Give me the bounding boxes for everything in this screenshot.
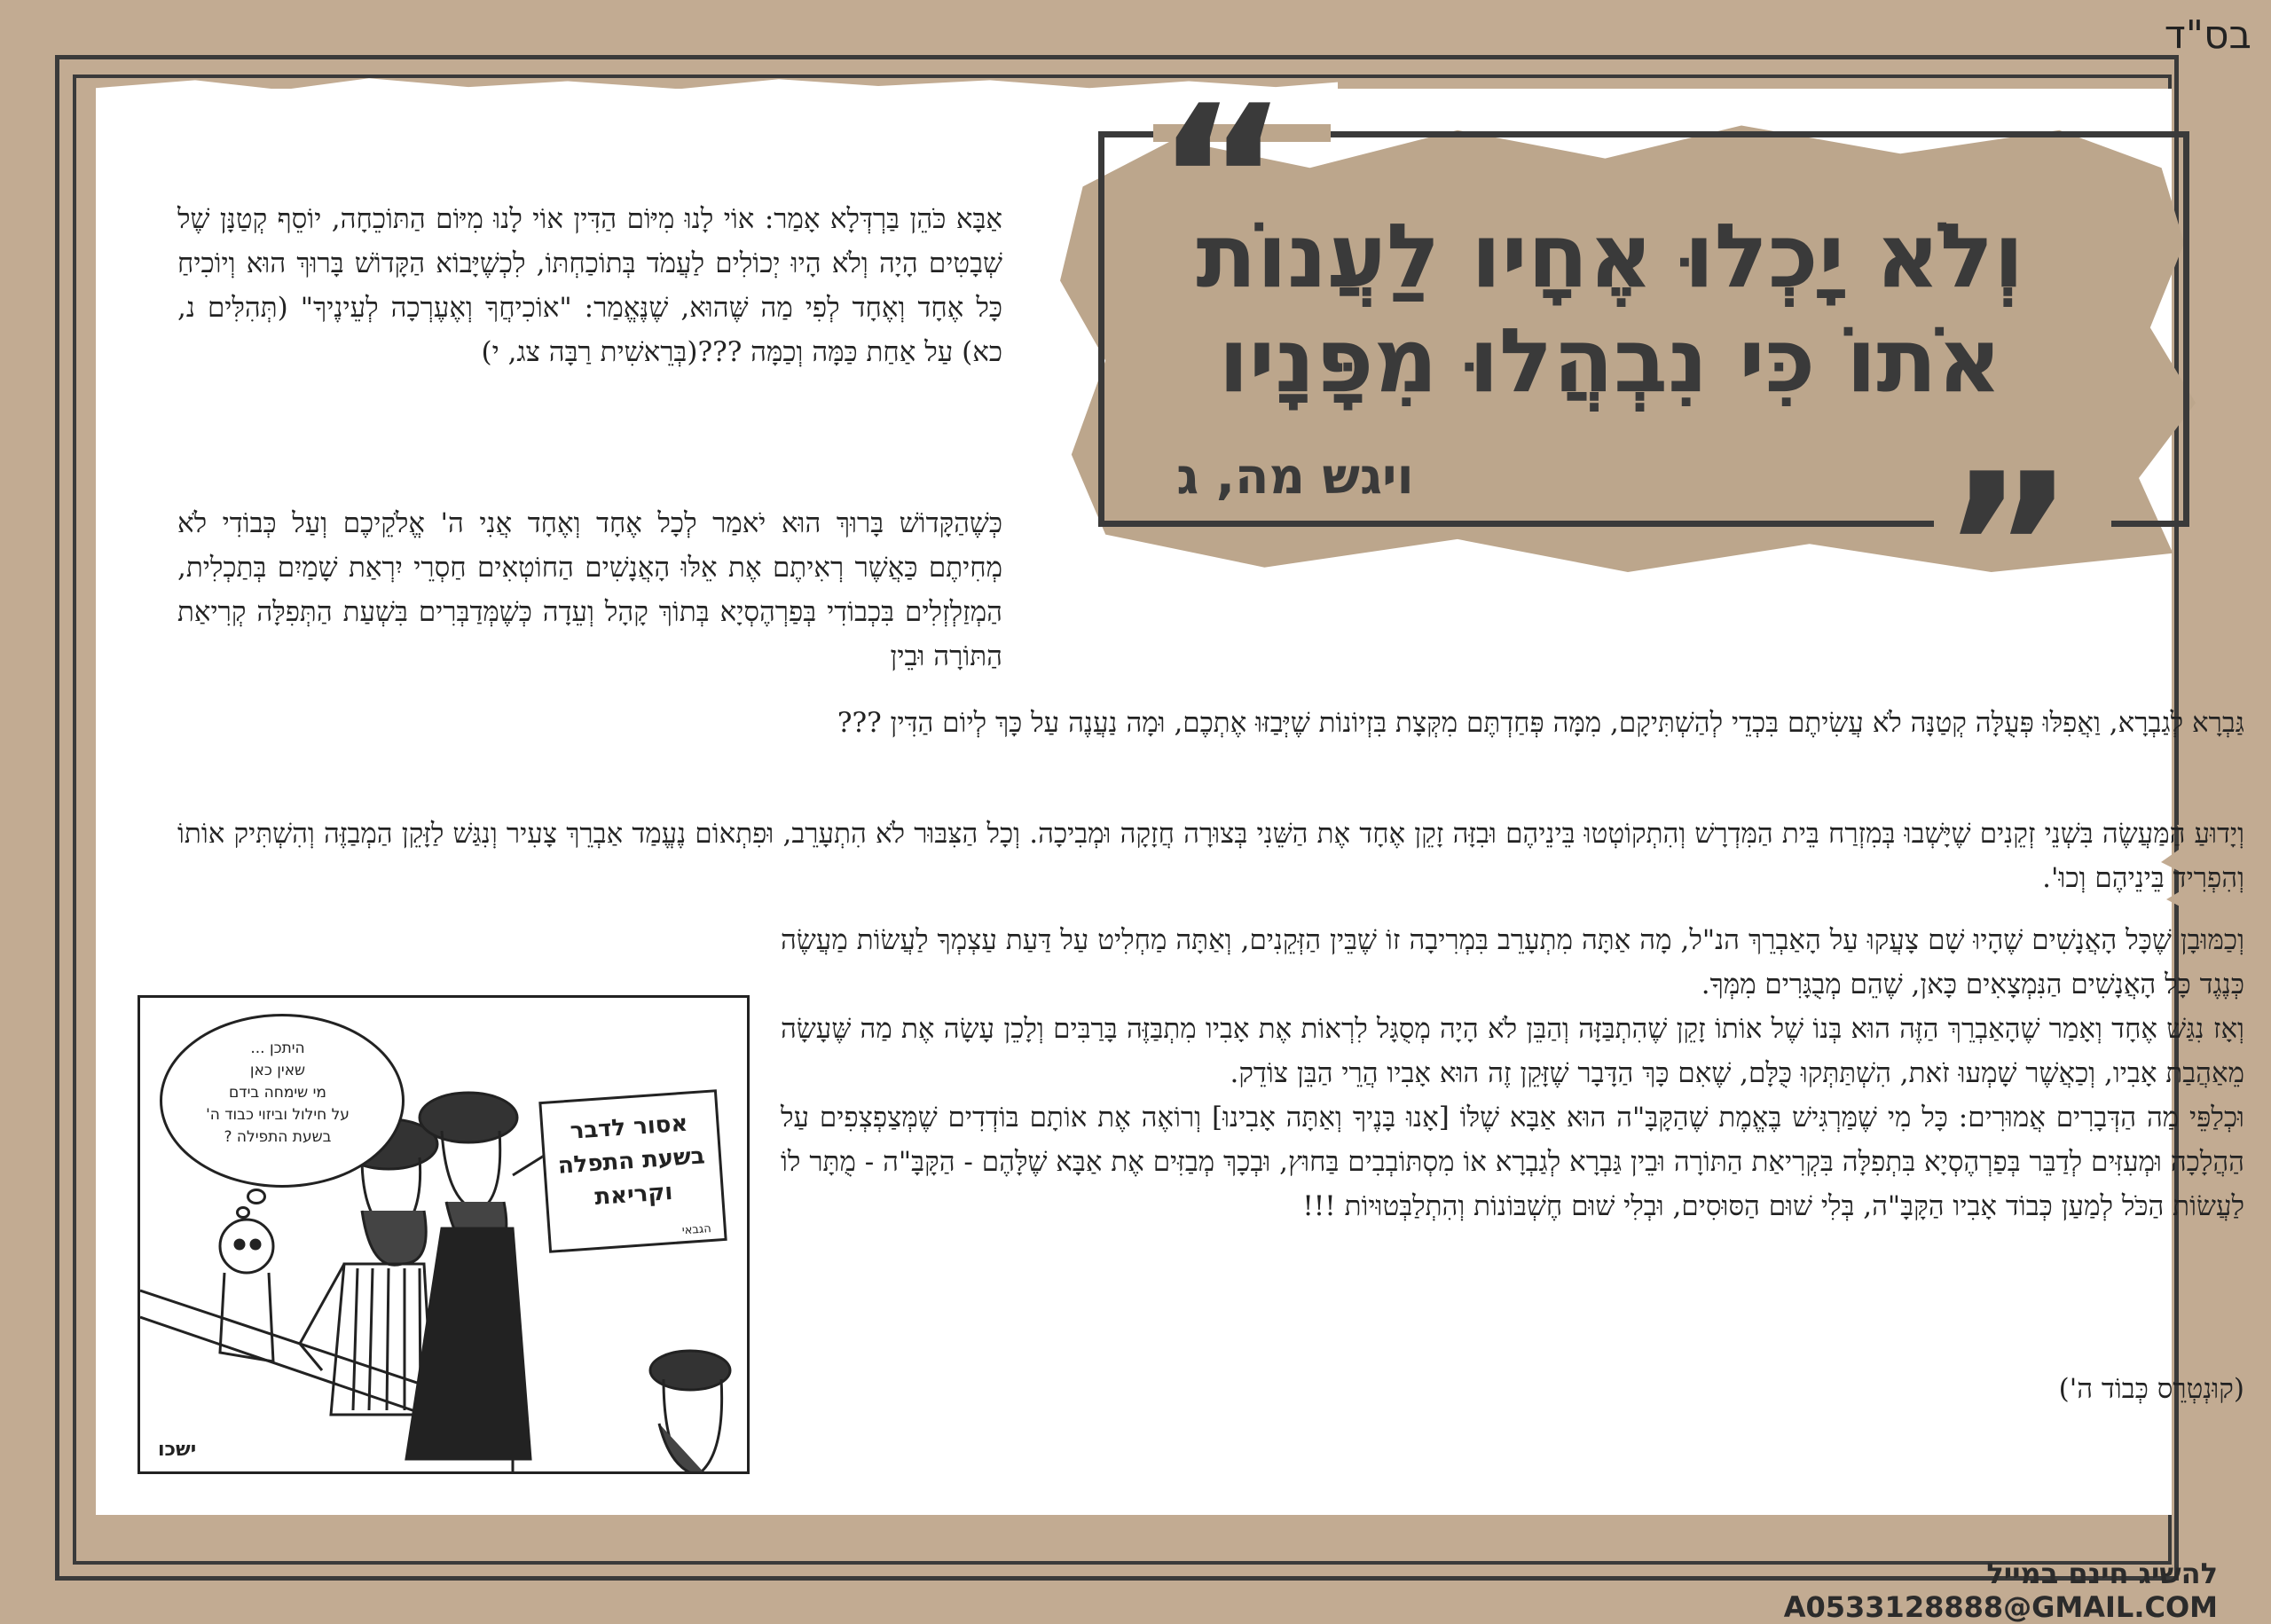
paragraph-6: וּכְלַפֵּי מַה הַדְּבָרִים אֲמוּרִים: כָּל מִי שֶׁמַּרְגִּישׁ בֶּאֱמֶת שֶׁהַקָּבָּ"ה הוּא אַבָּא שֶׁלּוֹ [אָנוּ בָּנֶיךָ וְאַתָּה אָבִינוּ] וְרוֹאֶה אֶת אוֹתָם בּוֹדְדִים שֶׁמְּצַפְצְפִים עַל הַהֲלָכָה וּמְעִזִּים לְדַבֵּר בְּפַרְהֶסְיָא בִּתְפִלָּה בִּקְרִיאַת הַתּוֹרָה וּבֵין גַּבְרָא לְגַבְרָא אוֹ מִסְתּוֹבְבִים בַּחוּץ, וּבְכָךְ מְבַזִּים אֶת אַבָּא שֶׁלָּהֶם - הַקָּבָּ"ה - מֻתָּר לוֹ לַעֲשׂוֹת הַכֹּל לְמַעַן כְּבוֹד אָבִיו הַקָּבָּ"ה, בְּלִי שׁוּם הַסּוּסִים, וּבְלִי שׁוּם חֶשְׁבּוֹנוֹת וְהִתְלַבְּטוּיוֹת !!! [781, 1102, 2245, 1222]
page-title [1109, 204, 2111, 413]
bubble-text: היתכן ... שאין כאן מי שימחה בידם על חילול וביזוי כבוד ה' בשעת התפילה ? [206, 1040, 350, 1146]
paragraph-5: וְאָז נִגַּשׁ אֶחָד וְאָמַר שֶׁהָאַבְרֵךְ הַזֶּה הוּא בְּנוֹ שֶׁל אוֹתוֹ זָקֵן שֶׁהִתְבַּזָּה וְהַבֵּן לֹא הָיָה מְסֻגָּל לִרְאוֹת אֶת אָבִיו מִתְבַּזֶּה בָּרַבִּים וְלָכֵן עָשָׂה אֶת מַה שֶּׁעָשָׂה מֵאַהֲבַת אָבִיו, וְכַאֲשֶׁר שָׁמְעוּ זֹאת, הִשְׁתַּתְּקוּ כֻּלָּם, שֶׁאִם כָּךְ הַדָּבָר שֶׁזָּקֵן זֶה הוּא אָבִיו הֲרֵי הַבֵּן צוֹדֵק. [781, 1013, 2244, 1089]
title-line-2: אֹתוֹ כִּי נִבְהֲלוּ מִפָּנָיו [1218, 309, 2002, 412]
bubble-dot [236, 1206, 250, 1219]
paragraph-4: וְכַמּוּבָן שֶׁכָּל הָאֲנָשִׁים שֶׁהָיוּ שָׁם צָעֲקוּ עַל הָאַבְרֵךְ הנ"ל, מָה אַתָּה מִתְעָרֵב בִּמְרִיבָה זוֹ שֶׁבֵּין הַזְּקֵנִים, וְאַתָּה מַחְלִיט עַל דַּעַת עַצְמְךָ לַעֲשׂוֹת מַעֲשֶׂה כְּנֶגֶד כָּל הָאֲנָשִׁים הַנִּמְצָאִים כָּאן, שֶׁהֵם מְבֻגָּרִים מִמְּךָ. [781, 924, 2244, 1000]
paragraph-1: אַבָּא כֹּהֵן בַּרְדְּלָא אָמַר: אוֹי לָנוּ מִיּוֹם הַדִּין אוֹי לָנוּ מִיּוֹם הַתּוֹכֵחָה, יוֹסֵף קְטַנָּן שֶׁל שְׁבָטִים הָיָה וְלֹא הָיוּ יְכוֹלִים לַעֲמֹד בְּתוֹכַחְתּוֹ, לִכְשֶׁיָּבוֹא הַקָּדוֹשׁ בָּרוּךְ הוּא וְיוֹכִיחַ כָּל אֶחָד וְאֶחָד לְפִי מַה שֶּׁהוּא, שֶׁנֶּאֱמַר: "אוֹכִיחֲךָ וְאֶעֶרְכָה לְעֵינֶיךָ" (תְּהִלִּים נ, כא) עַל אַחַת כַּמָּה וְכַמָּה ???(בְּרֵאשִׁית רַבָּה צג, י) [177, 203, 1002, 368]
bubble-dot [247, 1189, 266, 1204]
title-line-1: וְלֹא יָכְלוּ אֶחָיו לַעֲנוֹת [1196, 204, 2024, 308]
paragraph-2-continued: גַּבְרָא לְגַבְרָא, וַאֲפִלּוּ פְּעֻלָּה קְטַנָּה לֹא עֲשִׂיתֶם בִּכְדֵי לְהַשְׁתִּיקָם, מִמָּה פְּחַדְתֶּם מִקְּצָת בִּזְיוֹנוֹת שֶׁיְּבַזּוּ אֶתְכֶם, וּמָה נַעֲנֶה עַל כָּךְ לְיוֹם הַדִּין ??? [837, 707, 2244, 739]
cartoon-illustration [138, 995, 750, 1474]
bsd-header: בס"ד [2164, 12, 2251, 58]
paragraph-2: כְּשֶׁהַקָּדוֹשׁ בָּרוּךְ הוּא יֹאמַר לְכָל אֶחָד וְאֶחָד אֲנִי ה' אֱלֹקֵיכֶם וְעַל כְּבוֹדִי לֹא מְחִיתֶם כַּאֲשֶׁר רְאִיתֶם אֶת אֵלּוּ הָאֲנָשִׁים הַחוֹטְאִים חַסְרֵי יִרְאַת שָׁמַיִם בְּתַכְלִית, הַמְזַלְזְלִים בִּכְבוֹדִי בְּפַרְהֶסְיָא בְּתוֹךְ קָהָל וְעֵדָה כְּשֶׁמְּדַבְּרִים בִּשְׁעַת הַתְּפִלָּה קְרִיאַת הַתּוֹרָה וּבֵין [177, 507, 1002, 672]
sign-text: אסור לדבר בשעת התפלה וקריאת [556, 1110, 706, 1212]
wall-sign [538, 1089, 727, 1253]
source-citation: (קוּנְטְרֵס כְּבוֹד ה') [2058, 1373, 2244, 1405]
artist-signature: ישכו [158, 1439, 197, 1461]
sign-signature: הגבאי [681, 1222, 712, 1238]
footer-contact: להשיג חינם במייל A0533128888@GMAIL.COM [1783, 1557, 2218, 1624]
close-quote-icon: ” [1941, 431, 2076, 668]
paragraph-3: וְיָדוּעַ הַמַּעֲשֶׂה בִּשְׁנֵי זְקֵנִים שֶׁיָּשְׁבוּ בְּמִזְרַח בֵּית הַמִּדְרָשׁ וְהִתְקוֹטְטוּ בֵּינֵיהֶם וּבִזָּה זָקֵן אֶחָד אֶת הַשֵּׁנִי בְּצוּרָה חֲזָקָה וּמְבִיכָה. וְכָל הַצִּבּוּר לֹא הִתְעָרֵב, וּפִתְאוֹם נֶעֱמַד אַבְרֵךְ צָעִיר וְנִגַּשׁ לַזָּקֵן הַמְבַזֶּה וְהִשְׁתִּיק אוֹתוֹ וְהִפְרִיד בֵּינֵיהֶם וְכוּ'. [177, 818, 2244, 894]
open-quote-icon: “ [1155, 63, 1290, 300]
paragraph-group [781, 918, 2244, 1228]
title-source: ויגש מה, ג [1176, 448, 1414, 506]
